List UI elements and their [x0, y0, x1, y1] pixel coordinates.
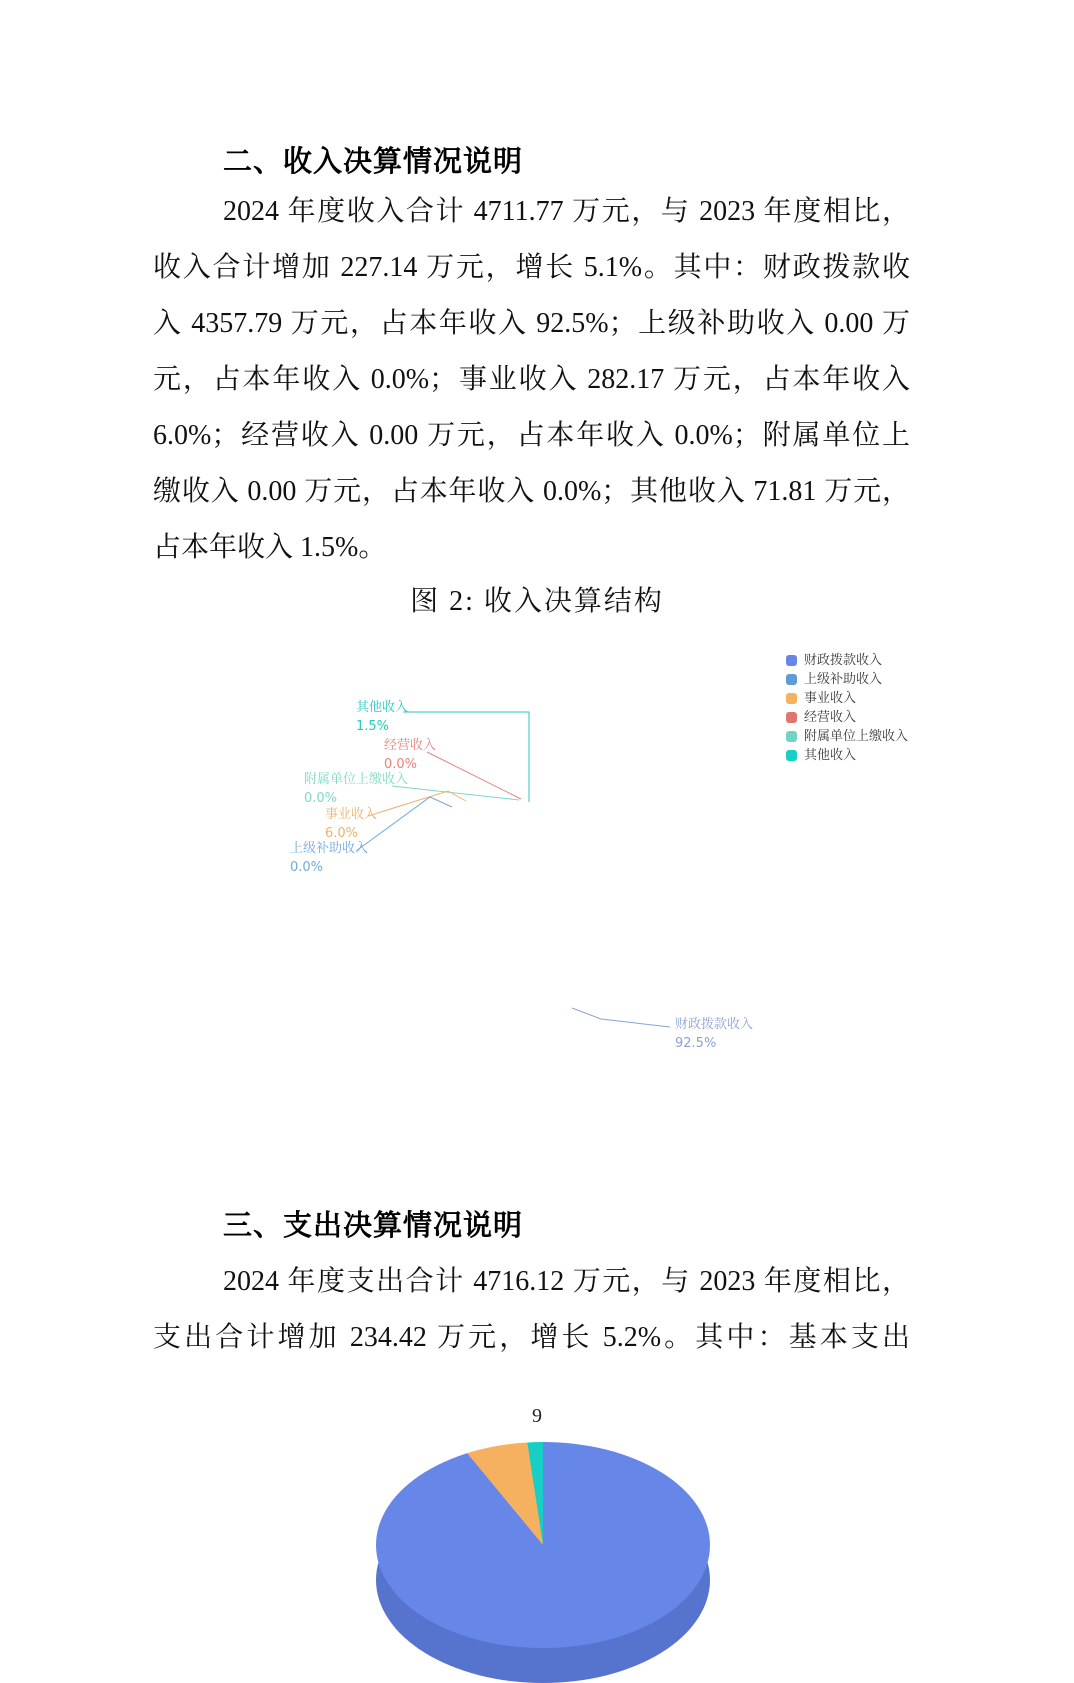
callout-name: 经营收入: [384, 738, 437, 753]
paragraph-line: 缴收入 0.00 万元，占本年收入 0.0%；其他收入 71.81 万元，: [153, 476, 910, 507]
legend-item-fiscal: [786, 654, 908, 667]
figure-caption: 图 2: 收入决算结构: [410, 586, 664, 617]
legend-label: 附属单位上缴收入: [804, 729, 909, 744]
leader-lines: [0, 640, 1074, 1110]
callout-percent: 1.5%: [356, 719, 390, 734]
legend-item-operating: [786, 711, 908, 724]
callout-affiliated: [304, 770, 408, 808]
legend-item-institutional: [786, 692, 908, 705]
income-paragraph: [153, 184, 910, 576]
paragraph-line: 收入合计增加 227.14 万元，增长 5.1%。其中：财政拨款收: [153, 252, 910, 283]
legend-marker-icon: [786, 750, 797, 761]
expense-section-heading: 三、支出决算情况说明: [223, 1210, 524, 1242]
paragraph-line: 2024 年度收入合计 4711.77 万元，与 2023 年度相比，: [223, 196, 910, 227]
callout-other: [356, 698, 408, 736]
callout-percent: 0.0%: [384, 757, 418, 772]
leader-line-fiscal: [572, 1008, 670, 1027]
callout-percent: 92.5%: [675, 1036, 717, 1051]
income-pie-chart: [0, 640, 1074, 1110]
callout-fiscal: [675, 1015, 753, 1053]
legend-marker-icon: [786, 712, 797, 723]
callout-operating: [384, 736, 436, 774]
callout-higher-level: [290, 839, 368, 877]
expense-paragraph: [153, 1254, 910, 1366]
callout-percent: 6.0%: [325, 826, 359, 841]
legend-label: 事业收入: [804, 691, 857, 706]
paragraph-line: 2024 年度支出合计 4716.12 万元，与 2023 年度相比，: [223, 1266, 910, 1297]
legend-item-other: [786, 749, 908, 762]
legend-marker-icon: [786, 693, 797, 704]
page-number: 9: [532, 1405, 542, 1427]
legend-marker-icon: [786, 674, 797, 685]
legend-label: 其他收入: [804, 748, 857, 763]
legend-item-affiliated: [786, 730, 908, 743]
paragraph-line: 占本年收入 1.5%。: [153, 532, 387, 563]
callout-name: 财政拨款收入: [675, 1017, 754, 1032]
paragraph-line: 元，占本年收入 0.0%；事业收入 282.17 万元，占本年收入: [153, 364, 910, 395]
legend-label: 财政拨款收入: [804, 653, 883, 668]
leader-line-operating: [427, 752, 521, 799]
legend-marker-icon: [786, 655, 797, 666]
callout-percent: 0.0%: [290, 860, 324, 875]
income-section-heading: 二、收入决算情况说明: [223, 146, 524, 178]
paragraph-line: 入 4357.79 万元，占本年收入 92.5%；上级补助收入 0.00 万: [153, 308, 910, 339]
callout-name: 其他收入: [356, 700, 409, 715]
legend-label: 上级补助收入: [804, 672, 883, 687]
callout-institutional: [325, 805, 377, 843]
legend-label: 经营收入: [804, 710, 857, 725]
callout-name: 事业收入: [325, 807, 378, 822]
paragraph-line: 6.0%；经营收入 0.00 万元，占本年收入 0.0%；附属单位上: [153, 420, 910, 451]
callout-percent: 0.0%: [304, 791, 338, 806]
callout-name: 附属单位上缴收入: [304, 772, 409, 787]
callout-name: 上级补助收入: [290, 841, 369, 856]
legend-item-higher-level: [786, 673, 908, 686]
chart-legend: [786, 654, 908, 762]
legend-marker-icon: [786, 731, 797, 742]
paragraph-line: 支出合计增加 234.42 万元，增长 5.2%。其中：基本支出: [153, 1322, 910, 1353]
pie-top-face: [376, 1442, 710, 1648]
